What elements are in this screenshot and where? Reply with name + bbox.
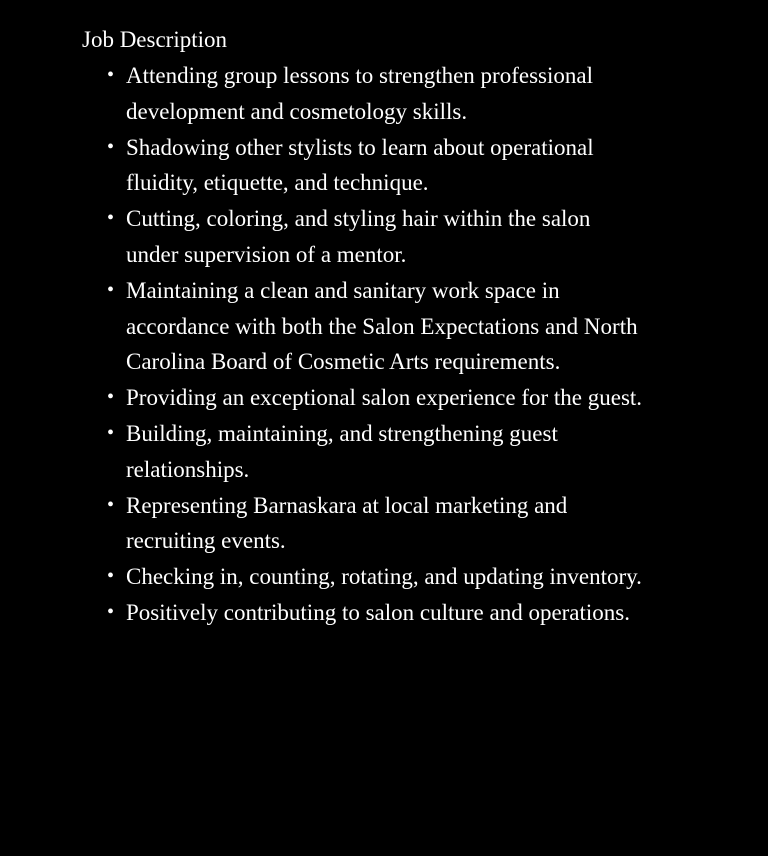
bullet-icon: • — [107, 565, 115, 588]
list-item — [107, 58, 646, 130]
list-item — [107, 559, 646, 595]
bullet-icon: • — [107, 493, 115, 516]
duty-text: Building, maintaining, and strengthening guest relationships. — [126, 420, 558, 482]
list-item — [107, 488, 646, 560]
list-item — [107, 273, 646, 380]
duty-text: Shadowing other stylists to learn about operational fluidity, etiquette, and technique. — [126, 134, 594, 196]
list-item — [107, 380, 646, 416]
list-item — [107, 595, 646, 631]
bullet-icon: • — [107, 278, 115, 301]
duty-text: Providing an exceptional salon experience for the guest. — [126, 385, 643, 411]
bullet-icon: • — [107, 135, 115, 158]
duty-text: Representing Barnaskara at local marketing and recruiting events. — [126, 492, 568, 554]
bullet-icon: • — [107, 64, 115, 86]
duty-list — [82, 58, 682, 631]
bullet-icon: • — [107, 386, 115, 409]
bullet-icon: • — [107, 207, 115, 230]
section-heading: Job Description — [82, 27, 228, 52]
bullet-icon: • — [107, 421, 115, 444]
duty-text: Attending group lessons to strengthen professional development and cosmetology skills. — [126, 63, 593, 124]
list-item — [107, 201, 646, 273]
list-item — [107, 130, 646, 202]
bullet-icon: • — [107, 600, 115, 623]
duty-text: Positively contributing to salon culture and operations. — [126, 599, 631, 625]
duty-text: Maintaining a clean and sanitary work space in accordance with both the Salon Expectations and North Carolina Board of Cosmetic Arts requirements. — [126, 277, 638, 375]
job-description-section — [82, 22, 682, 631]
duty-text: Checking in, counting, rotating, and updating inventory. — [126, 564, 642, 590]
list-item — [107, 416, 646, 488]
duty-text: Cutting, coloring, and styling hair within the salon under supervision of a mentor. — [126, 206, 591, 267]
